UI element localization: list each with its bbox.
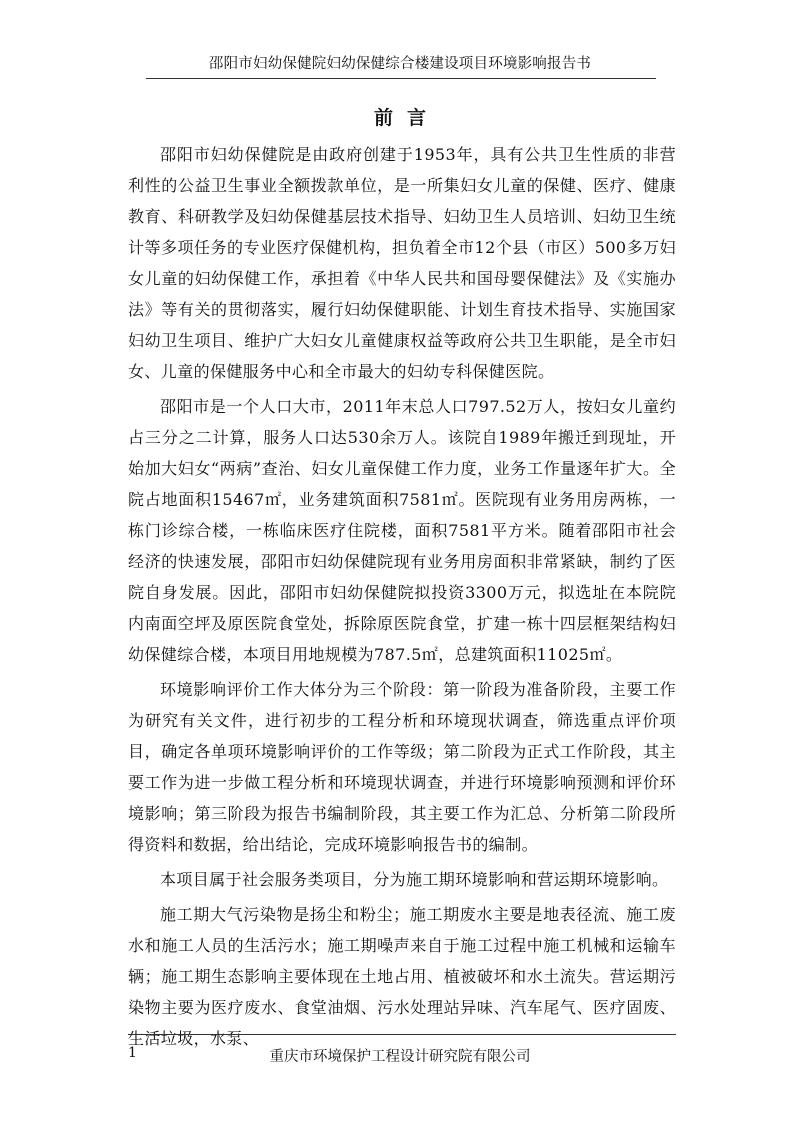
footer-divider	[128, 1034, 676, 1035]
paragraph-3: 环境影响评价工作大体分为三个阶段：第一阶段为准备阶段，主要工作为研究有关文件，进行初步的工程分析和环境现状调查，筛选重点评价项目，确定各单项环境影响评价的工作等级；第二阶段为正式工作阶段，其主要工作为进一步做工程分析和环境现状调查，并进行环境影响预测和评价环境影响；第三阶段为报告书编制阶段，其主要工作为汇总、分析第二阶段所得资料和数据，给出结论，完成环境影响报告书的编制。	[128, 680, 676, 854]
header-divider	[146, 78, 656, 79]
page-title: 前言	[373, 107, 440, 129]
paragraph-1: 邵阳市妇幼保健院是由政府创建于1953年，具有公共卫生性质的非营利性的公益卫生事业全额拨款单位，是一所集妇女儿童的保健、医疗、健康教育、科研教学及妇幼保健基层技术指导、妇幼卫生人员培训、妇幼卫生统计等多项任务的专业医疗保健机构，担负着全市12个县（市区）500多万妇女儿童的妇幼保健工作，承担着《中华人民共和国母婴保健法》及《实施办法》等有关的贯彻落实，履行妇幼保健职能、计划生育技术指导、实施国家妇幼卫生项目、维护广大妇女儿童健康权益等政府公共卫生职能，是全市妇女、儿童的保健服务中心和全市最大的妇幼专科保健医院。	[128, 145, 676, 381]
paragraph-2: 邵阳市是一个人口大市，2011年末总人口797.52万人，按妇女儿童约占三分之二计算，服务人口达530余万人。该院自1989年搬迁到现址，开始加大妇女“两病”查治、妇女儿童保健工作力度，业务工作量逐年扩大。全院占地面积15467㎡，业务建筑面积7581㎡。医院现有业务用房两栋，一栋门诊综合楼，一栋临床医疗住院楼，面积7581平方米。随着邵阳市社会经济的快速发展，邵阳市妇幼保健院现有业务用房面积非常紧缺，制约了医院自身发展。因此，邵阳市妇幼保健院拟投资3300万元，拟选址在本院院内南面空坪及原医院食堂处，拆除原医院食堂，扩建一栋十四层框架结构妇幼保健综合楼，本项目用地规模为787.5㎡，总建筑面积11025㎡。	[128, 397, 676, 664]
page-number: 1	[128, 1045, 137, 1061]
paragraph-5: 施工期大气污染物是扬尘和粉尘；施工期废水主要是地表径流、施工废水和施工人员的生活污水；施工期噪声来自于施工过程中施工机械和运输车辆；施工期生态影响主要体现在土地占用、植被破坏和水土流失。营运期污染物主要为医疗废水、食堂油烟、污水处理站异味、汽车尾气、医疗固废、生活垃圾，水泵、	[128, 905, 676, 1048]
footer-company: 重庆市环境保护工程设计研究院有限公司	[269, 1049, 531, 1065]
page-header: 邵阳市妇幼保健院妇幼保健综合楼建设项目环境影响报告书	[208, 56, 592, 72]
paragraph-4: 本项目属于社会服务类项目，分为施工期环境影响和营运期环境影响。	[160, 870, 669, 889]
document-body	[128, 139, 676, 1058]
